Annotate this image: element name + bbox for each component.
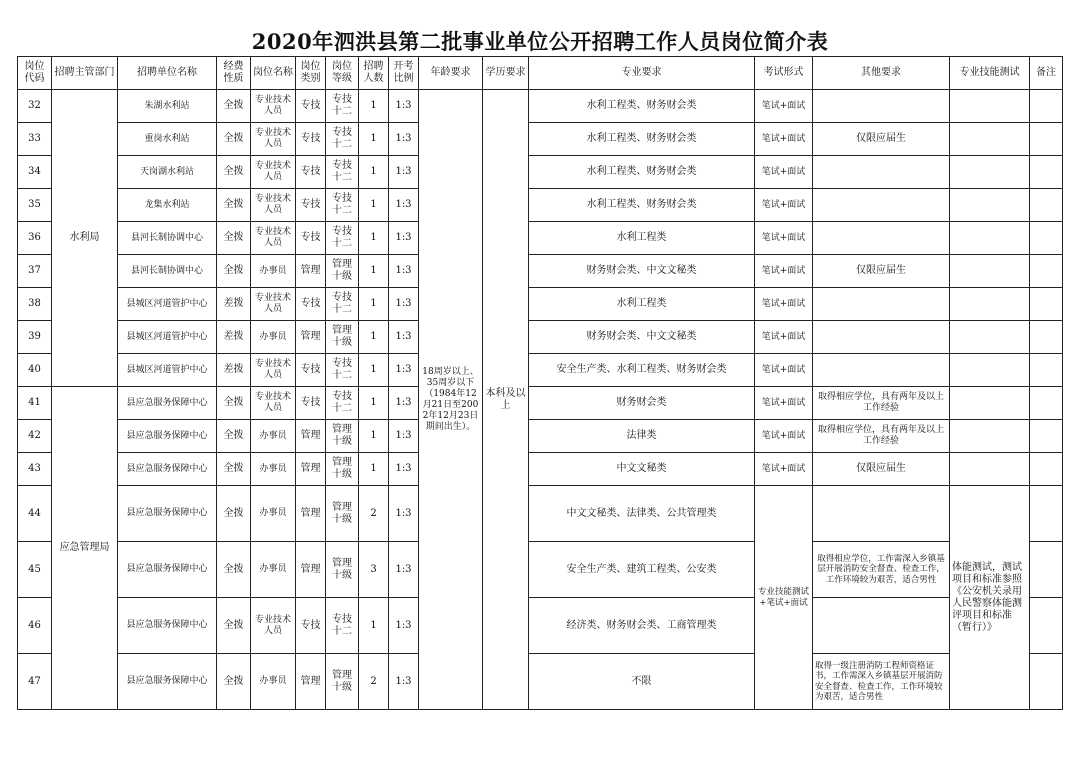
header-dept: 招聘主管部门	[52, 57, 118, 90]
cell-exam: 笔试+面试	[755, 387, 813, 420]
cell-post-name: 专业技术人员	[251, 189, 296, 222]
cell-note	[1030, 420, 1063, 453]
cell-other: 仅限应届生	[813, 453, 950, 486]
cell-post-type: 管理	[296, 255, 326, 288]
cell-note	[1030, 156, 1063, 189]
cell-other	[813, 288, 950, 321]
cell-major: 水利工程类、财务财会类	[529, 156, 755, 189]
cell-ratio: 1:3	[389, 123, 419, 156]
cell-post-type: 专技	[296, 288, 326, 321]
cell-unit: 天岗湖水利站	[118, 156, 217, 189]
cell-dept-water: 水利局	[52, 90, 118, 387]
cell-note	[1030, 354, 1063, 387]
cell-code: 38	[18, 288, 52, 321]
cell-funding: 差拨	[217, 321, 251, 354]
cell-code: 46	[18, 598, 52, 654]
cell-unit: 县城区河道管护中心	[118, 321, 217, 354]
cell-skill	[950, 321, 1030, 354]
cell-exam: 笔试+面试	[755, 123, 813, 156]
job-table	[17, 56, 1063, 710]
header-major: 专业要求	[529, 57, 755, 90]
cell-post-type: 管理	[296, 654, 326, 710]
cell-code: 36	[18, 222, 52, 255]
cell-code: 33	[18, 123, 52, 156]
cell-post-type: 管理	[296, 420, 326, 453]
cell-funding: 全拨	[217, 255, 251, 288]
cell-count: 1	[359, 387, 389, 420]
cell-post-type: 专技	[296, 90, 326, 123]
cell-unit: 县应急服务保障中心	[118, 420, 217, 453]
cell-post-name: 专业技术人员	[251, 387, 296, 420]
cell-funding: 全拨	[217, 654, 251, 710]
cell-code: 40	[18, 354, 52, 387]
cell-post-name: 办事员	[251, 321, 296, 354]
cell-post-level: 管理十级	[326, 654, 359, 710]
cell-exam: 笔试+面试	[755, 288, 813, 321]
cell-unit: 龙集水利站	[118, 189, 217, 222]
cell-post-level: 专技十二	[326, 387, 359, 420]
cell-other	[813, 90, 950, 123]
cell-age-merged: 18周岁以上、35周岁以下（1984年12月21日至2002年12月23日期间出生）。	[419, 90, 483, 710]
cell-count: 3	[359, 542, 389, 598]
cell-count: 1	[359, 255, 389, 288]
cell-major: 安全生产类、建筑工程类、公安类	[529, 542, 755, 598]
cell-exam: 笔试+面试	[755, 156, 813, 189]
table-row	[18, 453, 1063, 486]
cell-post-type: 专技	[296, 189, 326, 222]
cell-note	[1030, 123, 1063, 156]
cell-other	[813, 486, 950, 542]
table-row	[18, 354, 1063, 387]
cell-code: 42	[18, 420, 52, 453]
cell-major: 水利工程类、财务财会类	[529, 90, 755, 123]
cell-ratio: 1:3	[389, 156, 419, 189]
cell-post-level: 专技十二	[326, 90, 359, 123]
cell-other: 取得相应学位，具有两年及以上工作经验	[813, 420, 950, 453]
cell-post-level: 专技十二	[326, 598, 359, 654]
cell-post-type: 专技	[296, 123, 326, 156]
header-row	[18, 57, 1063, 90]
header-funding: 经费性质	[217, 57, 251, 90]
table-row	[18, 288, 1063, 321]
cell-code: 43	[18, 453, 52, 486]
table-row	[18, 420, 1063, 453]
cell-funding: 全拨	[217, 420, 251, 453]
cell-unit: 县河长制协调中心	[118, 222, 217, 255]
cell-ratio: 1:3	[389, 542, 419, 598]
cell-post-name: 专业技术人员	[251, 598, 296, 654]
cell-other: 仅限应届生	[813, 255, 950, 288]
cell-ratio: 1:3	[389, 453, 419, 486]
cell-funding: 全拨	[217, 222, 251, 255]
cell-funding: 全拨	[217, 486, 251, 542]
cell-count: 1	[359, 90, 389, 123]
cell-code: 44	[18, 486, 52, 542]
cell-post-name: 办事员	[251, 486, 296, 542]
cell-post-type: 专技	[296, 222, 326, 255]
cell-ratio: 1:3	[389, 288, 419, 321]
cell-post-level: 管理十级	[326, 453, 359, 486]
cell-post-level: 专技十二	[326, 354, 359, 387]
cell-dept-emergency: 应急管理局	[52, 387, 118, 710]
cell-note	[1030, 189, 1063, 222]
cell-other	[813, 222, 950, 255]
cell-count: 1	[359, 420, 389, 453]
cell-post-name: 专业技术人员	[251, 222, 296, 255]
cell-post-name: 专业技术人员	[251, 288, 296, 321]
cell-post-type: 管理	[296, 321, 326, 354]
cell-count: 1	[359, 222, 389, 255]
cell-major: 中文文秘类	[529, 453, 755, 486]
cell-skill	[950, 420, 1030, 453]
cell-post-name: 办事员	[251, 255, 296, 288]
cell-exam: 笔试+面试	[755, 420, 813, 453]
header-note: 备注	[1030, 57, 1063, 90]
cell-post-type: 专技	[296, 156, 326, 189]
header-post-type: 岗位类别	[296, 57, 326, 90]
cell-post-level: 管理十级	[326, 321, 359, 354]
cell-major: 财务财会类、中文文秘类	[529, 321, 755, 354]
cell-exam-merged: 专业技能测试+笔试+面试	[755, 486, 813, 710]
cell-note	[1030, 288, 1063, 321]
header-edu: 学历要求	[483, 57, 529, 90]
cell-post-level: 专技十二	[326, 123, 359, 156]
cell-unit: 县应急服务保障中心	[118, 453, 217, 486]
cell-funding: 全拨	[217, 123, 251, 156]
cell-other	[813, 354, 950, 387]
table-row	[18, 486, 1063, 542]
cell-funding: 全拨	[217, 598, 251, 654]
cell-post-level: 管理十级	[326, 255, 359, 288]
table-row	[18, 156, 1063, 189]
cell-code: 32	[18, 90, 52, 123]
cell-skill	[950, 453, 1030, 486]
cell-funding: 差拨	[217, 288, 251, 321]
cell-exam: 笔试+面试	[755, 90, 813, 123]
cell-skill	[950, 288, 1030, 321]
table-row	[18, 255, 1063, 288]
header-other: 其他要求	[813, 57, 950, 90]
cell-unit: 县应急服务保障中心	[118, 387, 217, 420]
cell-unit: 重岗水利站	[118, 123, 217, 156]
cell-count: 1	[359, 189, 389, 222]
cell-post-name: 办事员	[251, 654, 296, 710]
cell-post-type: 专技	[296, 387, 326, 420]
cell-note	[1030, 321, 1063, 354]
header-unit: 招聘单位名称	[118, 57, 217, 90]
cell-note	[1030, 387, 1063, 420]
table-row	[18, 387, 1063, 420]
cell-post-level: 专技十二	[326, 222, 359, 255]
cell-major: 法律类	[529, 420, 755, 453]
cell-post-level: 专技十二	[326, 156, 359, 189]
cell-major: 水利工程类、财务财会类	[529, 189, 755, 222]
cell-major: 不限	[529, 654, 755, 710]
cell-note	[1030, 486, 1063, 542]
cell-code: 41	[18, 387, 52, 420]
cell-funding: 差拨	[217, 354, 251, 387]
cell-count: 1	[359, 598, 389, 654]
cell-code: 35	[18, 189, 52, 222]
cell-exam: 笔试+面试	[755, 321, 813, 354]
cell-other	[813, 598, 950, 654]
cell-note	[1030, 598, 1063, 654]
cell-count: 1	[359, 123, 389, 156]
cell-count: 1	[359, 354, 389, 387]
cell-code: 45	[18, 542, 52, 598]
cell-unit: 县应急服务保障中心	[118, 486, 217, 542]
header-skill: 专业技能测试	[950, 57, 1030, 90]
cell-count: 2	[359, 486, 389, 542]
cell-other	[813, 321, 950, 354]
cell-funding: 全拨	[217, 189, 251, 222]
cell-unit: 县应急服务保障中心	[118, 542, 217, 598]
cell-ratio: 1:3	[389, 321, 419, 354]
table-row	[18, 598, 1063, 654]
cell-ratio: 1:3	[389, 354, 419, 387]
cell-ratio: 1:3	[389, 222, 419, 255]
cell-major: 经济类、财务财会类、工商管理类	[529, 598, 755, 654]
cell-ratio: 1:3	[389, 189, 419, 222]
cell-ratio: 1:3	[389, 420, 419, 453]
cell-edu-merged: 本科及以上	[483, 90, 529, 710]
cell-other: 仅限应届生	[813, 123, 950, 156]
cell-major: 水利工程类、财务财会类	[529, 123, 755, 156]
header-count: 招聘人数	[359, 57, 389, 90]
cell-skill	[950, 354, 1030, 387]
header-exam: 考试形式	[755, 57, 813, 90]
cell-post-name: 专业技术人员	[251, 123, 296, 156]
cell-exam: 笔试+面试	[755, 453, 813, 486]
cell-exam: 笔试+面试	[755, 255, 813, 288]
cell-funding: 全拨	[217, 453, 251, 486]
cell-major: 水利工程类	[529, 288, 755, 321]
cell-major: 财务财会类、中文文秘类	[529, 255, 755, 288]
cell-unit: 县城区河道管护中心	[118, 288, 217, 321]
table-row	[18, 321, 1063, 354]
header-post-level: 岗位等级	[326, 57, 359, 90]
cell-post-name: 办事员	[251, 420, 296, 453]
cell-other-47: 取得一级注册消防工程师资格证书，工作需深入乡镇基层开展消防安全督查、检查工作，工作环境较为艰苦，适合男性	[813, 654, 950, 710]
cell-ratio: 1:3	[389, 90, 419, 123]
cell-other	[813, 189, 950, 222]
cell-note	[1030, 542, 1063, 598]
cell-ratio: 1:3	[389, 486, 419, 542]
cell-unit: 县应急服务保障中心	[118, 598, 217, 654]
cell-post-level: 管理十级	[326, 542, 359, 598]
cell-funding: 全拨	[217, 542, 251, 598]
cell-ratio: 1:3	[389, 387, 419, 420]
cell-major: 安全生产类、水利工程类、财务财会类	[529, 354, 755, 387]
table-row	[18, 654, 1063, 710]
cell-post-type: 专技	[296, 354, 326, 387]
table-row	[18, 123, 1063, 156]
cell-skill	[950, 387, 1030, 420]
cell-post-name: 办事员	[251, 542, 296, 598]
cell-ratio: 1:3	[389, 654, 419, 710]
cell-funding: 全拨	[217, 90, 251, 123]
cell-note	[1030, 654, 1063, 710]
cell-other: 取得相应学位，具有两年及以上工作经验	[813, 387, 950, 420]
cell-exam: 笔试+面试	[755, 222, 813, 255]
cell-major: 财务财会类	[529, 387, 755, 420]
cell-skill	[950, 222, 1030, 255]
cell-post-level: 专技十二	[326, 189, 359, 222]
cell-count: 1	[359, 321, 389, 354]
cell-code: 34	[18, 156, 52, 189]
cell-post-type: 专技	[296, 598, 326, 654]
table-row	[18, 542, 1063, 598]
header-post-name: 岗位名称	[251, 57, 296, 90]
cell-post-name: 专业技术人员	[251, 156, 296, 189]
cell-funding: 全拨	[217, 156, 251, 189]
cell-note	[1030, 90, 1063, 123]
page-title: 2020年泗洪县第二批事业单位公开招聘工作人员岗位简介表	[251, 29, 829, 54]
cell-skill-merged: 体能测试，测试项目和标准参照《公安机关录用人民警察体能测评项目和标准（暂行）》	[950, 486, 1030, 710]
cell-count: 1	[359, 156, 389, 189]
cell-unit: 朱湖水利站	[118, 90, 217, 123]
cell-note	[1030, 453, 1063, 486]
cell-post-type: 管理	[296, 486, 326, 542]
cell-count: 1	[359, 288, 389, 321]
cell-code: 37	[18, 255, 52, 288]
cell-post-name: 专业技术人员	[251, 354, 296, 387]
cell-major: 中文文秘类、法律类、公共管理类	[529, 486, 755, 542]
table-row	[18, 222, 1063, 255]
cell-post-name: 办事员	[251, 453, 296, 486]
cell-post-level: 专技十二	[326, 288, 359, 321]
cell-exam: 笔试+面试	[755, 354, 813, 387]
table-row	[18, 189, 1063, 222]
table-row	[18, 90, 1063, 123]
cell-unit: 县应急服务保障中心	[118, 654, 217, 710]
cell-ratio: 1:3	[389, 598, 419, 654]
cell-post-name: 专业技术人员	[251, 90, 296, 123]
cell-post-type: 管理	[296, 542, 326, 598]
cell-post-level: 管理十级	[326, 486, 359, 542]
cell-skill	[950, 255, 1030, 288]
cell-skill	[950, 90, 1030, 123]
cell-count: 2	[359, 654, 389, 710]
cell-code: 39	[18, 321, 52, 354]
cell-other-45: 取得相应学位，工作需深入乡镇基层开展消防安全督查、检查工作，工作环境较为艰苦，适合男性	[813, 542, 950, 598]
cell-skill	[950, 123, 1030, 156]
cell-count: 1	[359, 453, 389, 486]
cell-unit: 县河长制协调中心	[118, 255, 217, 288]
header-ratio: 开考比例	[389, 57, 419, 90]
header-code: 岗位代码	[18, 57, 52, 90]
cell-skill	[950, 189, 1030, 222]
cell-skill	[950, 156, 1030, 189]
header-age: 年龄要求	[419, 57, 483, 90]
cell-code: 47	[18, 654, 52, 710]
cell-note	[1030, 222, 1063, 255]
cell-post-level: 管理十级	[326, 420, 359, 453]
cell-other	[813, 156, 950, 189]
cell-unit: 县城区河道管护中心	[118, 354, 217, 387]
cell-ratio: 1:3	[389, 255, 419, 288]
cell-funding: 全拨	[217, 387, 251, 420]
cell-note	[1030, 255, 1063, 288]
cell-exam: 笔试+面试	[755, 189, 813, 222]
cell-post-type: 管理	[296, 453, 326, 486]
cell-major: 水利工程类	[529, 222, 755, 255]
